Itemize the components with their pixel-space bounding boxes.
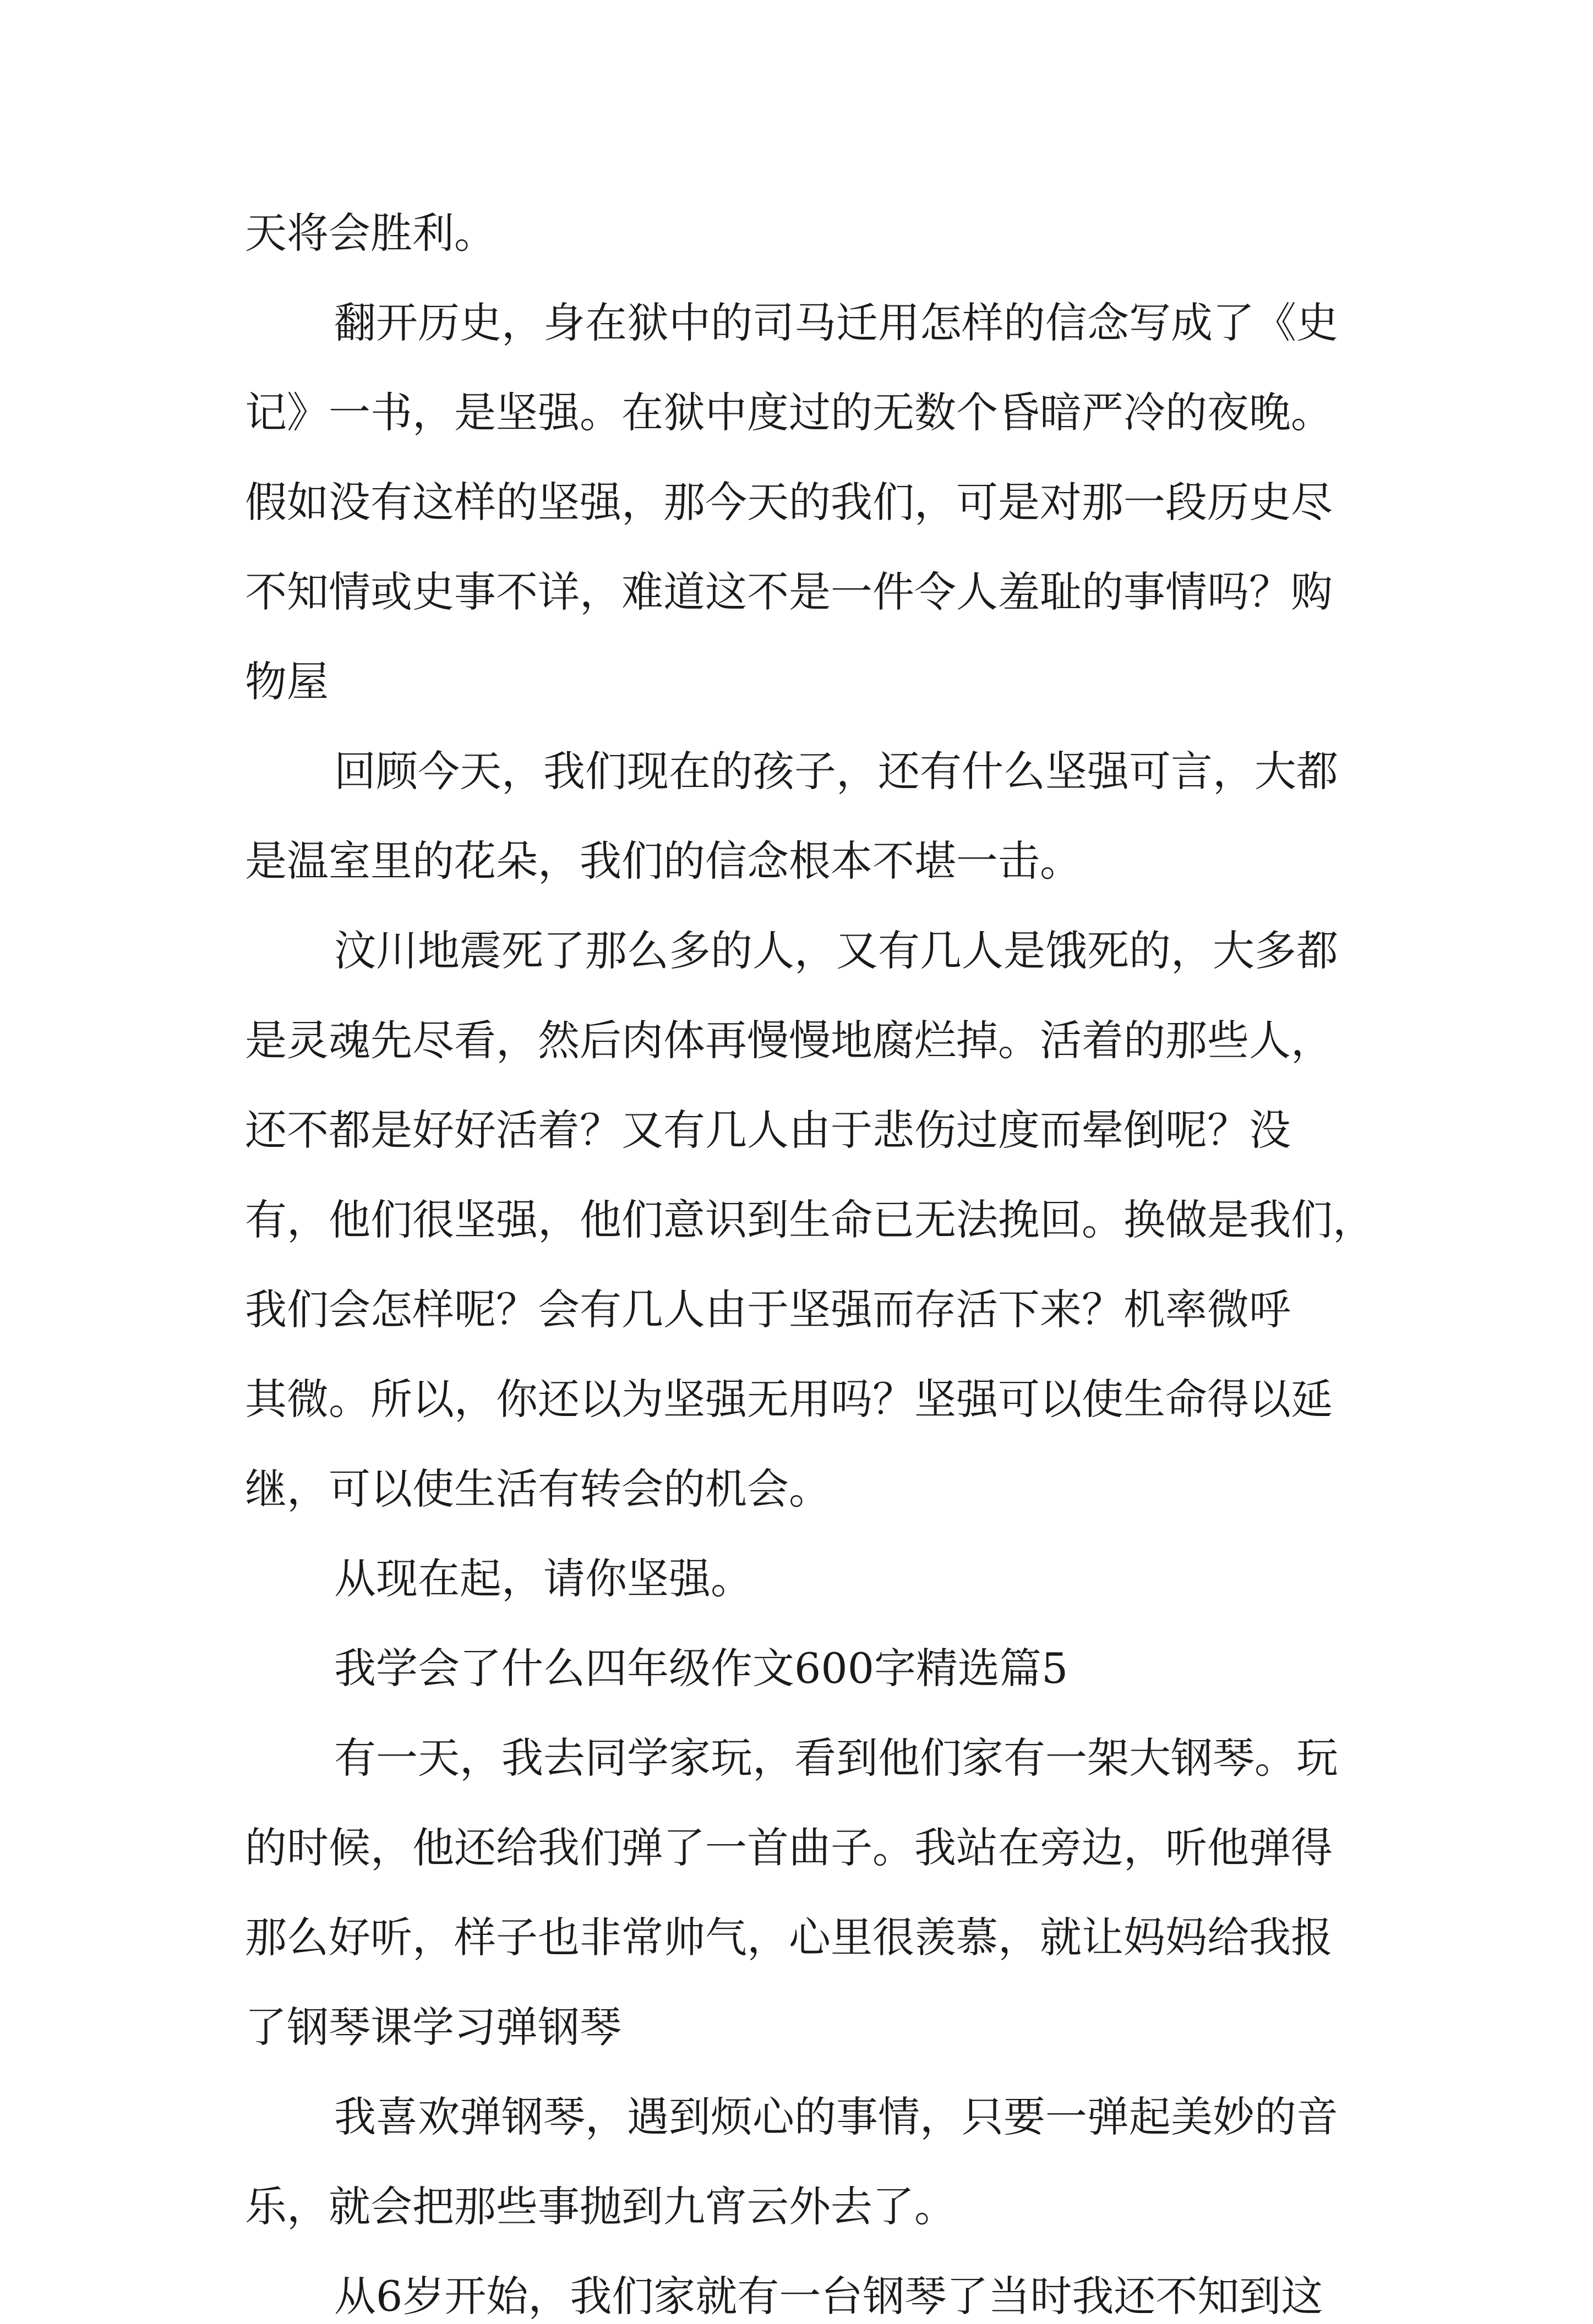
text-line: 假如没有这样的坚强，那今天的我们，可是对那一段历史尽 xyxy=(245,478,1333,527)
paragraph-first-line: 有一天，我去同学家玩，看到他们家有一架大钢琴。玩 xyxy=(334,1734,1338,1782)
paragraph-first-line: 从现在起，请你坚强。 xyxy=(334,1554,752,1603)
text-line: 我们会怎样呢？会有几人由于坚强而存活下来？机率微呼 xyxy=(245,1285,1291,1334)
text-line: 天将会胜利。 xyxy=(245,209,496,258)
text-line: 还不都是好好活着？又有几人由于悲伤过度而晕倒呢？没 xyxy=(245,1106,1291,1155)
paragraph-first-line: 从6岁开始，我们家就有一台钢琴了当时我还不知到这 xyxy=(334,2272,1323,2321)
paragraph-first-line: 翻开历史，身在狱中的司马迁用怎样的信念写成了《史 xyxy=(334,298,1338,347)
text-line: 其微。所以，你还以为坚强无用吗？坚强可以使生命得以延 xyxy=(245,1375,1333,1424)
paragraph-first-line: 我喜欢弹钢琴，遇到烦心的事情，只要一弹起美妙的音 xyxy=(334,2092,1338,2141)
paragraph-first-line: 汶川地震死了那么多的人，又有几人是饿死的，大多都 xyxy=(334,926,1338,975)
text-line: 是温室里的花朵，我们的信念根本不堪一击。 xyxy=(245,836,1082,885)
text-line: 物屋 xyxy=(245,657,329,706)
text-line: 那么好听，样子也非常帅气，心里很羡慕，就让妈妈给我报 xyxy=(245,1913,1333,1962)
text-line: 是灵魂先尽看，然后肉体再慢慢地腐烂掉。活着的那些人， xyxy=(245,1016,1333,1065)
section-title: 我学会了什么四年级作文600字精选篇5 xyxy=(334,1644,1068,1693)
text-line: 不知情或史事不详，难道这不是一件令人羞耻的事情吗？购 xyxy=(245,567,1333,616)
text-line: 了钢琴课学习弹钢琴 xyxy=(245,2003,621,2052)
text-line: 记》一书，是坚强。在狱中度过的无数个昏暗严冷的夜晚。 xyxy=(245,388,1333,437)
paragraph-first-line: 回顾今天，我们现在的孩子，还有什么坚强可言，大都 xyxy=(334,747,1338,796)
text-line: 的时候，他还给我们弹了一首曲子。我站在旁边，听他弹得 xyxy=(245,1823,1333,1872)
text-line: 有，他们很坚强，他们意识到生命已无法挽回。换做是我们， xyxy=(245,1195,1374,1244)
text-line: 继，可以使生活有转会的机会。 xyxy=(245,1464,831,1513)
text-line: 乐，就会把那些事抛到九宵云外去了。 xyxy=(245,2182,956,2231)
